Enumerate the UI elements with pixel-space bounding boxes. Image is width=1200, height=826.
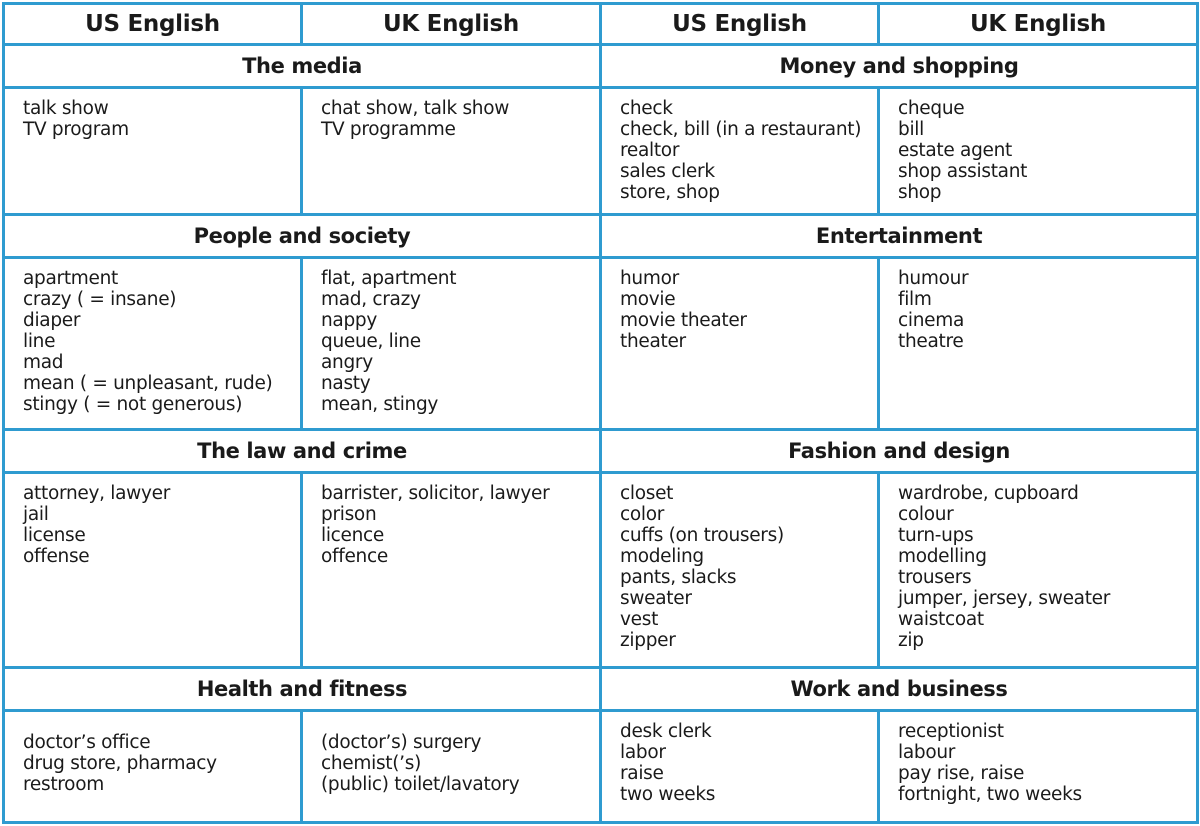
term-item: cinema bbox=[898, 310, 964, 331]
term-item: licence bbox=[321, 525, 385, 546]
term-item: movie bbox=[620, 289, 676, 310]
column-header-row bbox=[4, 4, 1198, 45]
uk-terms-list bbox=[321, 98, 585, 140]
term-item: doctor’s office bbox=[23, 732, 151, 753]
term-item: offence bbox=[321, 546, 388, 567]
term-item: theater bbox=[620, 331, 686, 352]
term-item: shop assistant bbox=[898, 161, 1028, 182]
uk-terms-cell bbox=[302, 711, 601, 823]
vocabulary-table bbox=[2, 2, 1199, 824]
term-item: shop bbox=[898, 182, 942, 203]
term-item: (public) toilet/lavatory bbox=[321, 774, 520, 795]
term-item: sweater bbox=[620, 588, 692, 609]
uk-terms-cell bbox=[879, 88, 1198, 215]
section-header-row bbox=[4, 45, 1198, 88]
term-item: barrister, solicitor, lawyer bbox=[321, 483, 550, 504]
section-title-entertainment: Entertainment bbox=[601, 215, 1198, 258]
us-terms-cell bbox=[4, 473, 302, 668]
term-item: theatre bbox=[898, 331, 964, 352]
section-header-row bbox=[4, 215, 1198, 258]
term-item: check bbox=[620, 98, 673, 119]
uk-terms-list bbox=[321, 268, 585, 415]
us-terms-list bbox=[620, 268, 863, 352]
term-item: jail bbox=[23, 504, 49, 525]
term-item: queue, line bbox=[321, 331, 421, 352]
term-item: cuffs (on trousers) bbox=[620, 525, 784, 546]
term-item: mad, crazy bbox=[321, 289, 421, 310]
term-item: sales clerk bbox=[620, 161, 715, 182]
term-item: film bbox=[898, 289, 932, 310]
section-title-fashion-and-design: Fashion and design bbox=[601, 430, 1198, 473]
term-item: flat, apartment bbox=[321, 268, 457, 289]
us-terms-list bbox=[620, 98, 863, 203]
section-title-the-media: The media bbox=[4, 45, 601, 88]
term-item: TV program bbox=[23, 119, 129, 140]
term-item: nasty bbox=[321, 373, 371, 394]
uk-terms-list bbox=[321, 483, 585, 567]
us-terms-cell bbox=[601, 473, 879, 668]
term-item: mean ( = unpleasant, rude) bbox=[23, 373, 273, 394]
term-item: mad bbox=[23, 352, 64, 373]
term-item: mean, stingy bbox=[321, 394, 439, 415]
uk-terms-list bbox=[898, 268, 1182, 352]
us-terms-list bbox=[620, 483, 863, 651]
uk-terms-cell bbox=[302, 258, 601, 430]
uk-terms-cell bbox=[302, 88, 601, 215]
term-item: store, shop bbox=[620, 182, 720, 203]
term-item: drug store, pharmacy bbox=[23, 753, 217, 774]
term-item: check, bill (in a restaurant) bbox=[620, 119, 862, 140]
term-item: pants, slacks bbox=[620, 567, 737, 588]
term-item: crazy ( = insane) bbox=[23, 289, 177, 310]
term-item: zip bbox=[898, 630, 924, 651]
term-item: desk clerk bbox=[620, 721, 712, 742]
us-terms-list bbox=[23, 483, 286, 567]
term-item: humor bbox=[620, 268, 679, 289]
section-title-people-and-society: People and society bbox=[4, 215, 601, 258]
uk-terms-cell bbox=[879, 258, 1198, 430]
uk-terms-cell bbox=[879, 711, 1198, 823]
term-item: prison bbox=[321, 504, 377, 525]
term-item: wardrobe, cupboard bbox=[898, 483, 1079, 504]
term-item: chemist(’s) bbox=[321, 753, 421, 774]
term-item: jumper, jersey, sweater bbox=[898, 588, 1111, 609]
term-item: apartment bbox=[23, 268, 118, 289]
section-title-work-and-business: Work and business bbox=[601, 668, 1198, 711]
term-item: cheque bbox=[898, 98, 965, 119]
term-item: modeling bbox=[620, 546, 704, 567]
section-title-health-and-fitness: Health and fitness bbox=[4, 668, 601, 711]
us-terms-list bbox=[23, 732, 286, 795]
term-item: restroom bbox=[23, 774, 104, 795]
section-content-row bbox=[4, 473, 1198, 668]
term-item: raise bbox=[620, 763, 664, 784]
term-item: license bbox=[23, 525, 86, 546]
term-item: labor bbox=[620, 742, 666, 763]
section-title-money-and-shopping: Money and shopping bbox=[601, 45, 1198, 88]
term-item: diaper bbox=[23, 310, 81, 331]
uk-terms-list bbox=[898, 483, 1182, 651]
term-item: vest bbox=[620, 609, 659, 630]
term-item: closet bbox=[620, 483, 674, 504]
column-header-us-2: US English bbox=[601, 4, 879, 45]
term-item: talk show bbox=[23, 98, 109, 119]
us-terms-cell bbox=[4, 88, 302, 215]
section-content-row bbox=[4, 711, 1198, 823]
term-item: chat show, talk show bbox=[321, 98, 510, 119]
term-item: modelling bbox=[898, 546, 987, 567]
term-item: humour bbox=[898, 268, 969, 289]
uk-terms-list bbox=[898, 721, 1182, 805]
term-item: two weeks bbox=[620, 784, 716, 805]
us-terms-list bbox=[23, 98, 286, 140]
term-item: estate agent bbox=[898, 140, 1012, 161]
section-title-the-law-and-crime: The law and crime bbox=[4, 430, 601, 473]
term-item: receptionist bbox=[898, 721, 1004, 742]
term-item: colour bbox=[898, 504, 954, 525]
section-content-row bbox=[4, 258, 1198, 430]
column-header-us-1: US English bbox=[4, 4, 302, 45]
us-terms-cell bbox=[4, 258, 302, 430]
us-terms-cell bbox=[601, 711, 879, 823]
column-header-uk-1: UK English bbox=[302, 4, 601, 45]
us-terms-cell bbox=[4, 711, 302, 823]
us-terms-cell bbox=[601, 258, 879, 430]
uk-terms-list bbox=[321, 732, 585, 795]
term-item: waistcoat bbox=[898, 609, 984, 630]
term-item: attorney, lawyer bbox=[23, 483, 171, 504]
term-item: stingy ( = not generous) bbox=[23, 394, 243, 415]
term-item: offense bbox=[23, 546, 90, 567]
uk-terms-list bbox=[898, 98, 1182, 203]
term-item: movie theater bbox=[620, 310, 747, 331]
term-item: angry bbox=[321, 352, 373, 373]
column-header-uk-2: UK English bbox=[879, 4, 1198, 45]
term-item: TV programme bbox=[321, 119, 456, 140]
section-content-row bbox=[4, 88, 1198, 215]
term-item: turn-ups bbox=[898, 525, 974, 546]
section-header-row bbox=[4, 430, 1198, 473]
term-item: trousers bbox=[898, 567, 972, 588]
us-terms-cell bbox=[601, 88, 879, 215]
section-header-row bbox=[4, 668, 1198, 711]
uk-terms-cell bbox=[879, 473, 1198, 668]
term-item: (doctor’s) surgery bbox=[321, 732, 482, 753]
term-item: fortnight, two weeks bbox=[898, 784, 1082, 805]
us-terms-list bbox=[23, 268, 286, 415]
us-terms-list bbox=[620, 721, 863, 805]
table-body bbox=[4, 45, 1198, 823]
term-item: bill bbox=[898, 119, 924, 140]
term-item: color bbox=[620, 504, 665, 525]
term-item: labour bbox=[898, 742, 956, 763]
term-item: pay rise, raise bbox=[898, 763, 1025, 784]
uk-terms-cell bbox=[302, 473, 601, 668]
term-item: realtor bbox=[620, 140, 680, 161]
term-item: zipper bbox=[620, 630, 676, 651]
term-item: nappy bbox=[321, 310, 377, 331]
term-item: line bbox=[23, 331, 56, 352]
